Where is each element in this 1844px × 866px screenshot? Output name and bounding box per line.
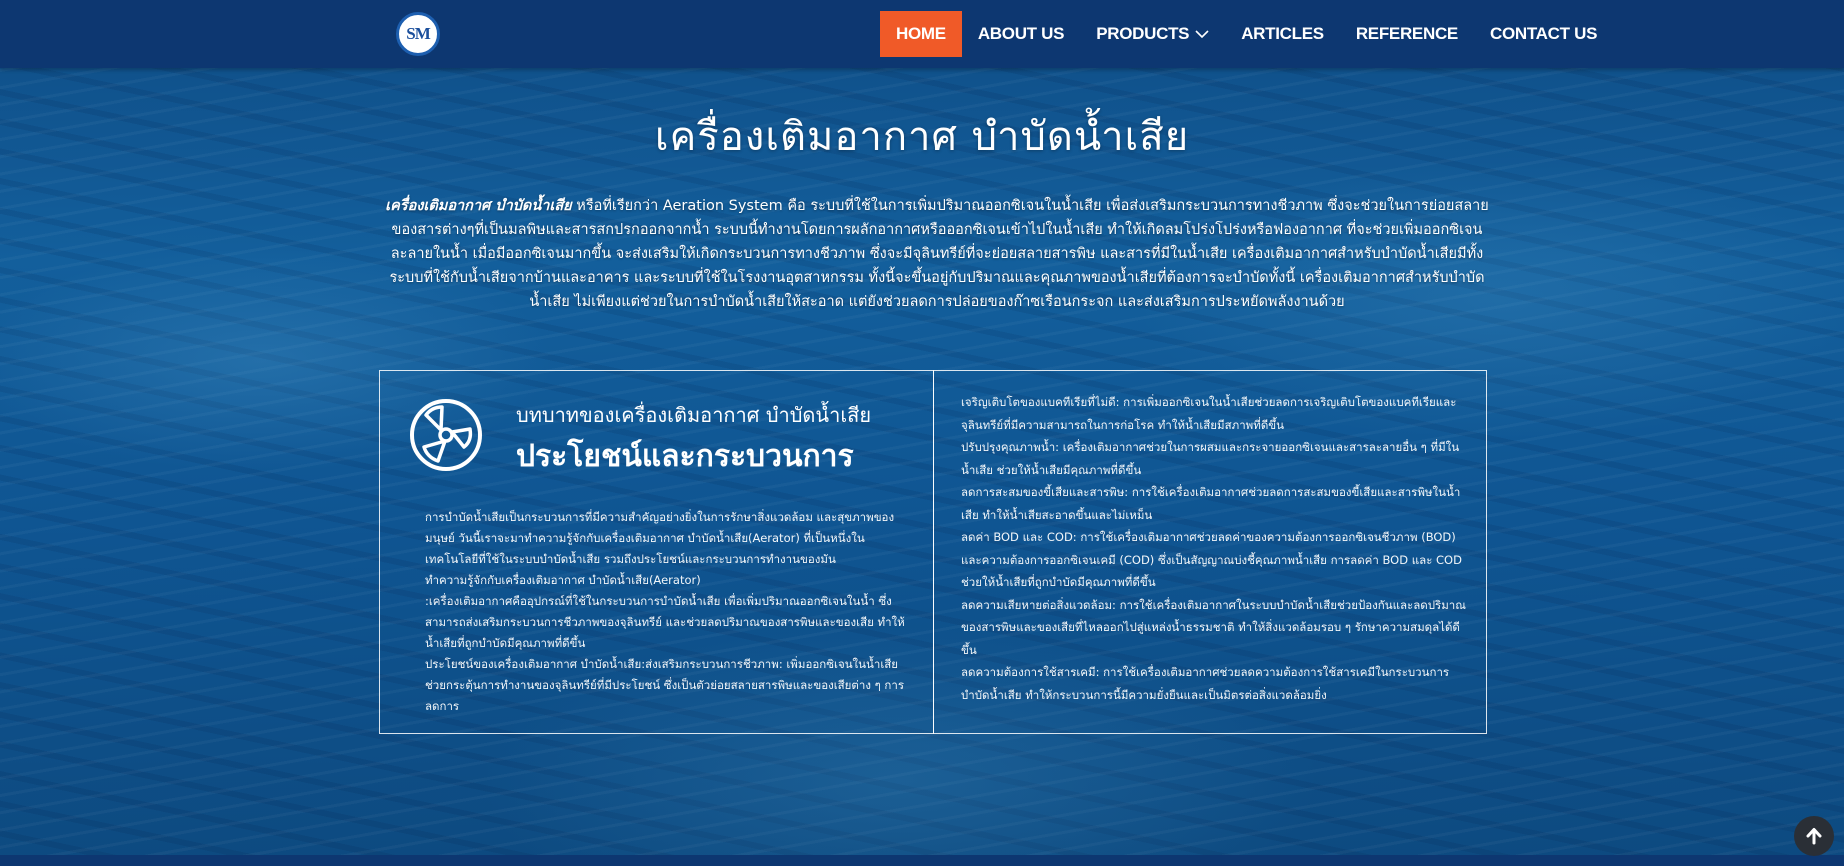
box-subtitle: บทบาทของเครื่องเติมอากาศ บำบัดน้ำเสีย [516, 403, 872, 427]
arrow-up-icon [1804, 826, 1824, 846]
nav-reference[interactable] [1340, 11, 1474, 57]
intro-text: หรือที่เรียกว่า Aeration System คือ ระบบที่ใช้ในการเพิ่มปริมาณออกซิเจนในน้ำเสีย เพื่อส่งเสริมกระบวนการทางชีวภาพ ซึ่งจะช่วยในการย่อยสลายของสารต่างๆที่เป็นมลพิษและสารสกปรกออกจากน้ำ ระบบนี้ทำงานโดยการผลักอากาศหรือออกซิเจนเข้าไปในน้ำเสีย ทำให้เกิดลมโปร่งโปร่งหรือฟองอากาศ ที่จะช่วยเพิ่มออกซิเจนละลายในน้ำ เมื่อมีออกซิเจนมากขึ้น จะส่งเสริมให้เกิดกระบวนการทางชีวภาพ ซึ่งจะมีจุลินทรีย์ที่จะย่อยสลายสารพิษ และสารที่มีในน้ำเสีย เครื่องเติมอากาศสำหรับบำบัดน้ำเสียมีทั้งระบบที่ใช้กับน้ำเสียจากบ้านและอาคาร และระบบที่ใช้ในโรงงานอุตสาหกรรม ทั้งนี้จะขึ้นอยู่กับปริมาณและคุณภาพของน้ำเสียที่ต้องการจะบำบัดทั้งนี้ เครื่องเติมอากาศสำหรับบำบัดน้ำเสีย ไม่เพียงแต่ช่วยในการบำบัดน้ำเสียให้สะอาด แต่ยังช่วยลดการปล่อยของก๊าซเรือนกระจก และส่งเสริมการประหยัดพลังงานด้วย [389, 198, 1489, 310]
right-paragraph-6: ลดความต้องการใช้สารเคมี: การใช้เครื่องเติมอากาศช่วยลดความต้องการใช้สารเคมีในกระบวนการบำบัดน้ำเสีย ทำให้กระบวนการนี้มีความยั่งยืนและเป็นมิตรต่อสิ่งแวดล้อมยิ่ง [961, 665, 1450, 702]
fan-icon [408, 397, 484, 473]
chevron-down-icon [1195, 29, 1209, 39]
nav-articles-label: ARTICLES [1241, 24, 1324, 43]
intro-lead: เครื่องเติมอากาศ บำบัดน้ำเสีย [385, 198, 572, 214]
right-paragraph-3: ลดการสะสมของขี้เสียและสารพิษ: การใช้เครื่องเติมอากาศช่วยลดการสะสมของขี้เสียและสารพิษในน้ำเสีย ทำให้น้ำเสียสะอาดขึ้นและไม่เหม็น [961, 485, 1461, 522]
right-box-body [961, 391, 1471, 706]
right-paragraph-4: ลดค่า BOD และ COD: การใช้เครื่องเติมอากาศช่วยลดค่าของความต้องการออกซิเจนชีวภาพ (BOD) และความต้องการออกซิเจนเคมี (COD) ซึ่งเป็นสัญญาณบ่งชี้คุณภาพน้ำเสีย การลดค่า BOD และ COD ช่วยให้น้ำเสียที่ถูกบำบัดมีคุณภาพที่ดีขึ้น [961, 530, 1462, 589]
intro-paragraph [384, 194, 1490, 314]
nav-contact-us[interactable] [1474, 11, 1613, 57]
top-navbar [0, 0, 1844, 68]
box-heading: ประโยชน์และกระบวนการ [516, 439, 854, 474]
scroll-to-top-button[interactable] [1794, 816, 1834, 856]
right-paragraph-1: เจริญเติบโตของแบคทีเรียที่ไม่ดี: การเพิ่มออกซิเจนในน้ำเสียช่วยลดการเจริญเติบโตของแบคทีเรียและจุลินทรีย์ที่มีความสามารถในการก่อโรค ทำให้น้ำเสียมีสภาพที่ดีขึ้น [961, 395, 1457, 432]
nav-products-label: PRODUCTS [1096, 24, 1190, 43]
main-nav [880, 11, 1613, 57]
nav-home-label: HOME [896, 24, 946, 43]
benefits-box-right [933, 370, 1487, 734]
company-logo-icon[interactable] [396, 12, 440, 56]
nav-reference-label: REFERENCE [1355, 24, 1458, 43]
benefits-box-left [379, 370, 934, 734]
nav-contact-us-label: CONTACT US [1489, 24, 1598, 43]
left-paragraph-3: :เครื่องเติมอากาศคืออุปกรณ์ที่ใช้ในกระบวนการบำบัดน้ำเสีย เพื่อเพิ่มปริมาณออกซิเจนในน้ำ ซึ่งสามารถส่งเสริมกระบวนการชีวภาพของจุลินทรีย์ และช่วยลดปริมาณของสารพิษและของเสีย ทำให้น้ำเสียที่ถูกบำบัดมีคุณภาพที่ดีขึ้น [425, 594, 905, 650]
nav-about-us-label: ABOUT US [977, 24, 1065, 43]
nav-home[interactable] [880, 11, 962, 57]
right-paragraph-2: ปรับปรุงคุณภาพน้ำ: เครื่องเติมอากาศช่วยในการผสมและกระจายออกซิเจนและสารละลายอื่น ๆ ที่มีในน้ำเสีย ช่วยให้น้ำเสียมีคุณภาพที่ดีขึ้น [961, 440, 1460, 477]
left-paragraph-1: การบำบัดน้ำเสียเป็นกระบวนการที่มีความสำคัญอย่างยิ่งในการรักษาสิ่งแวดล้อม และสุขภาพของมนุษย์ วันนี้เราจะมาทำความรู้จักกับเครื่องเติมอากาศ บำบัดน้ำเสีย(Aerator) ที่เป็นหนึ่งในเทคโนโลยีที่ใช้ในระบบบำบัดน้ำเสีย รวมถึงประโยชน์และกระบวนการทำงานของมัน [425, 510, 895, 566]
nav-products[interactable] [1080, 11, 1225, 57]
logo-text: SM [406, 24, 430, 43]
bottom-footer-bar [0, 855, 1844, 866]
page-title: เครื่องเติมอากาศ บำบัดน้ำเสีย [654, 114, 1190, 160]
left-paragraph-2: ทำความรู้จักกับเครื่องเติมอากาศ บำบัดน้ำเสีย(Aerator) [425, 573, 701, 587]
nav-articles[interactable] [1225, 11, 1340, 57]
left-paragraph-4: ประโยชน์ของเครื่องเติมอากาศ บำบัดน้ำเสีย:ส่งเสริมกระบวนการชีวภาพ: เพิ่มออกซิเจนในน้ำเสียช่วยกระตุ้นการทำงานของจุลินทรีย์ที่มีประโยชน์ ซึ่งเป็นตัวย่อยสลายสารพิษและของเสียต่าง ๆ การลดการ [425, 657, 905, 713]
right-paragraph-5: ลดความเสียหายต่อสิ่งแวดล้อม: การใช้เครื่องเติมอากาศในระบบบำบัดน้ำเสียช่วยป้องกันและลดปริมาณของสารพิษและของเสียที่ไหลออกไปสู่แหล่งน้ำธรรมชาติ ทำให้สิ่งแวดล้อมรอบ ๆ รักษาความสมดุลได้ดีขึ้น [961, 597, 1466, 657]
left-box-body [425, 507, 915, 717]
nav-about-us[interactable] [962, 11, 1080, 57]
